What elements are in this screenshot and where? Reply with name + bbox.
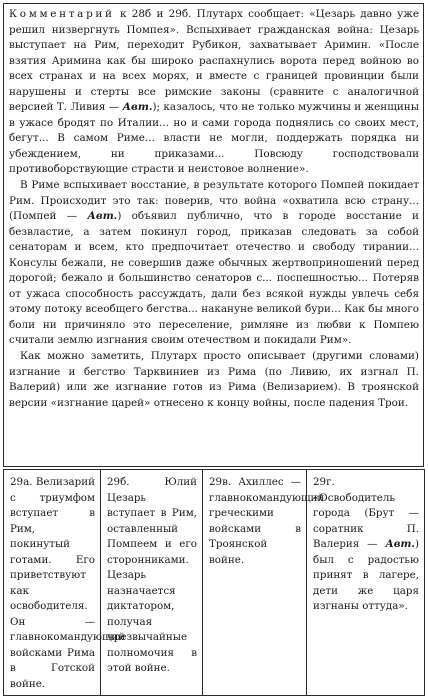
column-29a-text: 29а. Велизарий с триумфом вступает в Рим, покинутый готами. Его приветствуют как освободителя. Он — главнокомандующий войсками Рима в Готской войне. (10, 476, 126, 690)
commentary-p2-text: В Риме вспыхивает восстание, в результате которого Помпей покидает Рим. Происходит это так: поверив, что война «охватила всю страну... (Помпей — (9, 179, 419, 223)
commentary-p1-text: к 28б и 29б. Плутарх сообщает: «Цезарь давно уже решил низвергнуть Помпея». Вспыхивает гражданская война: Цезарь выступает на Рим, переходит Рубикон, захватывает Аримин. «После взятия Аримина как бы широко распахнулись ворота перед войною во всех странах и на всех морях, и вместе с границей провинции были нарушены и стерты все римские законы (сравните с аналогичной версией Т. Ливия — (9, 8, 419, 114)
commentary-box (3, 3, 424, 467)
column-29b-text: 29б. Юлий Цезарь вступает в Рим, оставленный Помпеем и его сторонниками. Цезарь назначается диктатором, получая чрезвычайные полномочия в этой войне. (107, 476, 197, 674)
commentary-paragraph-1 (9, 7, 419, 178)
column-29v (203, 470, 325, 696)
commentary-paragraph-3 (9, 349, 419, 411)
comparison-table (3, 469, 425, 696)
column-29g-end: ) был с радостью принят в лагере, дети же царя изгнаны оттуда». (313, 538, 419, 612)
table-row (4, 470, 425, 696)
column-29g-text: 29г. «Освободитель города (Брут — соратник П. Валерия — (313, 476, 419, 550)
commentary-lead: Комментарий (9, 8, 115, 20)
author-abbrev: Авт. (122, 101, 153, 114)
commentary-p2-end: ) объявил публично, что в городе восстание и безвластие, а затем покинул город, приказав следовать за собой сенаторам и всем, кто предпочитает отечество и свободу тирании... Консулы бежали, не совершив даже обычных жертвоприношений перед дорогой; бежало и большинство сенаторов с... поспешностью... Потеряв от ужаса способность рассуждать, дали без всякой нужды увлечь себя этому потоку всеобщего бегства... накануне великой бури... Как бы много боли ни причиняло это переселение, римляне из любви к Помпею считали землю изгнания своим отечеством и покидали Рим». (9, 210, 419, 347)
column-29b (101, 470, 203, 696)
author-abbrev: Авт. (385, 538, 415, 550)
commentary-p1-end: ); казалось, что не только мужчины и женщины в ужасе бродят по Италии... но и сами города поднялись со своих мест, бегут... В самом Риме... власти не могли, поддержать порядка ни убеждением, ни приказами... Повсюду господствовали противоборствующие страсти и неистовое волнение». (9, 101, 419, 176)
page (3, 3, 424, 690)
column-29a (4, 470, 126, 696)
author-abbrev: Авт. (87, 210, 118, 223)
commentary-paragraph-2 (9, 178, 419, 349)
column-29v-text: 29в. Ахиллес — главнокомандующий греческими войсками в Троянской войне. (209, 476, 325, 566)
commentary-p3-text: Как можно заметить, Плутарх просто описывает (другими словами) изгнание и бегство Тарквиниев из Рима (по Ливию, их изгнал П. Валерий) или же изгнание готов из Рима (Велизарием). В троянской версии «изгнание царей» отнесено к концу войны, после падения Трои. (9, 350, 419, 409)
column-29g (307, 470, 425, 696)
